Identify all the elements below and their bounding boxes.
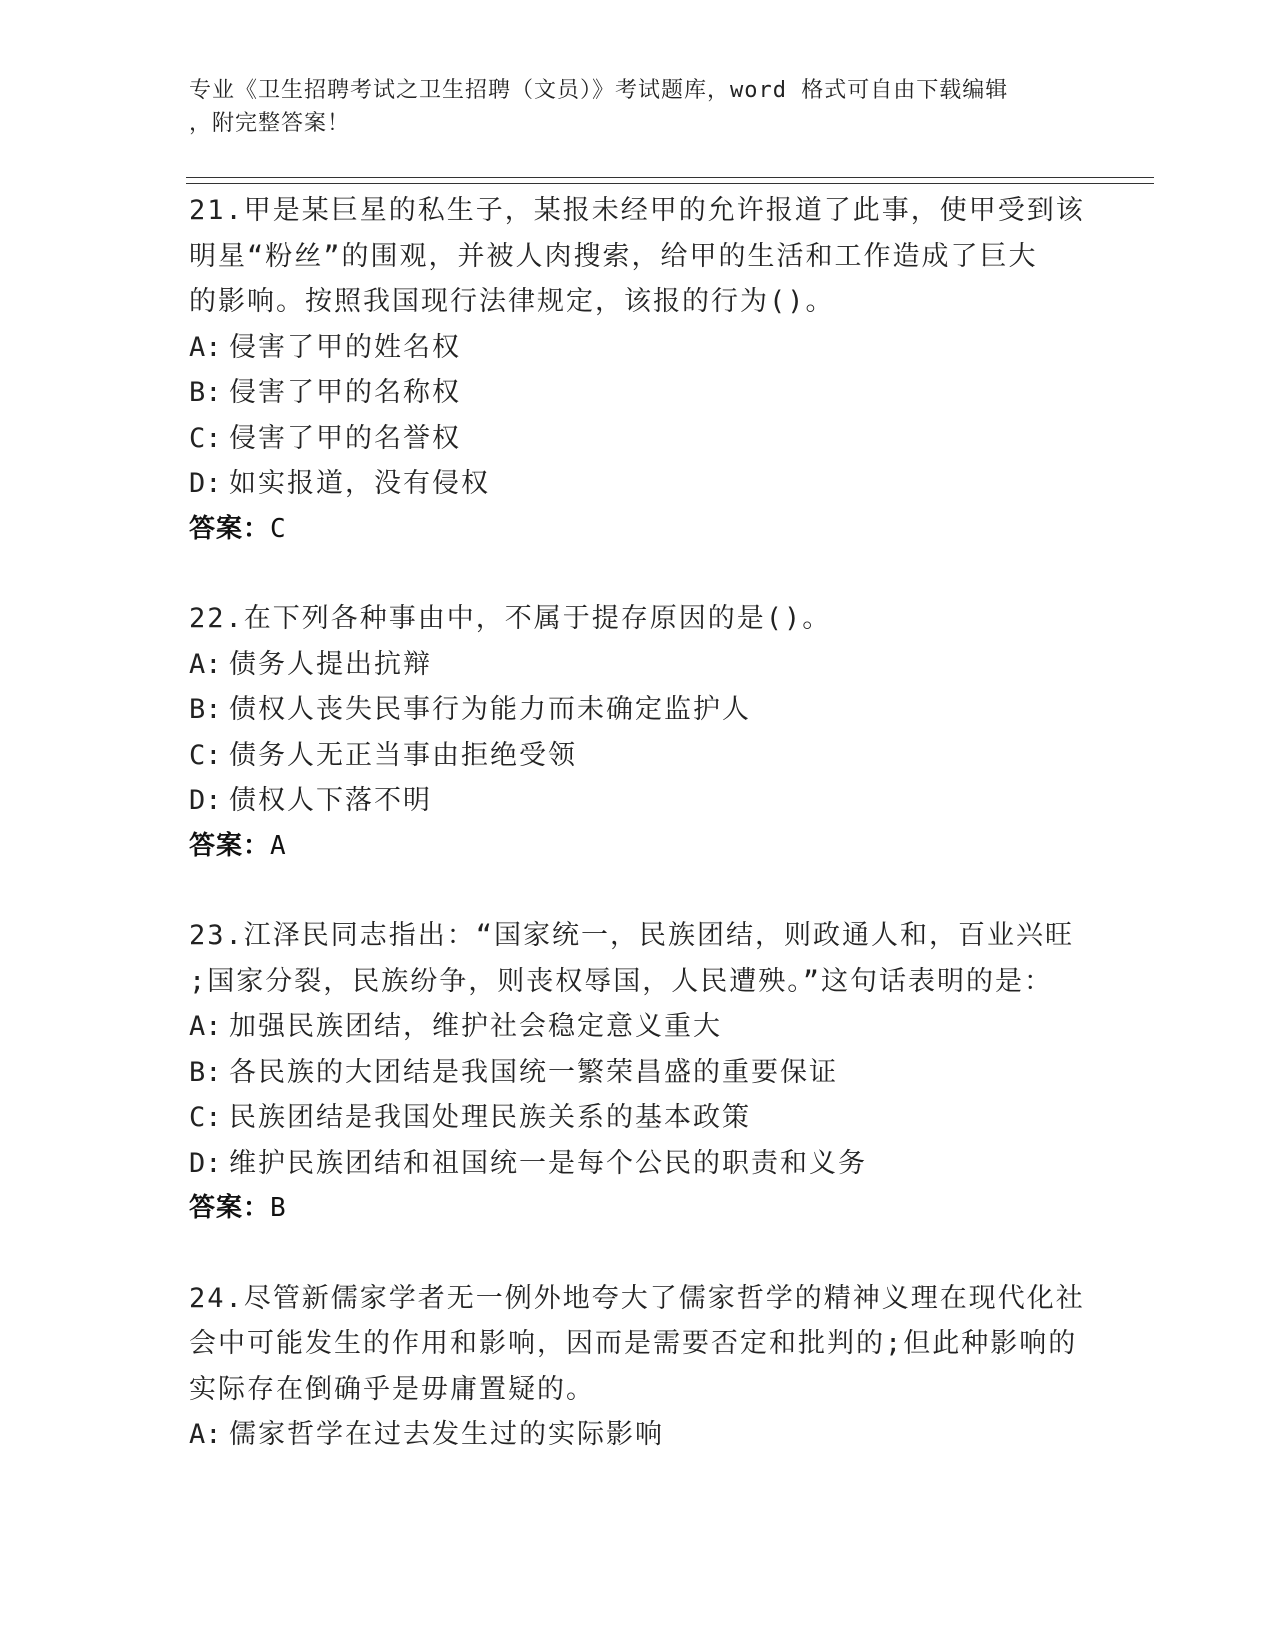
header-divider-bottom [186,183,1154,184]
option-text: 各民族的大团结是我国统一繁荣昌盛的重要保证 [229,1056,838,1088]
question-list [189,188,1089,1502]
option-key: A: [189,1011,222,1042]
question-stem-line: ;国家分裂，民族纷争，则丧权辱国，人民遭殃。”这句话表明的是： [189,965,1054,997]
question-stem-line: 实际存在倒确乎是毋庸置疑的。 [189,1373,595,1405]
option-key: A: [189,1419,222,1450]
option-a [189,1412,1089,1458]
header-divider-top [186,177,1154,178]
option-key: C: [189,739,222,771]
option-b [189,687,1089,733]
header-line-1: 专业《卫生招聘考试之卫生招聘（文员）》考试题库，word 格式可自由下载编辑 [189,78,1009,103]
answer-value: C [270,513,287,544]
option-text: 侵害了甲的名称权 [229,377,461,408]
question-stem-line: 22.在下列各种事由中，不属于提存原因的是()。 [189,603,832,634]
option-d [189,778,1089,824]
answer-line [189,1186,1089,1232]
option-text: 侵害了甲的名誉权 [229,422,461,454]
option-c [189,1095,1089,1141]
option-c [189,733,1089,779]
option-text: 侵害了甲的姓名权 [229,331,461,363]
option-key: C: [189,422,222,454]
option-a [189,642,1089,688]
option-d [189,461,1089,507]
question-24 [189,1276,1089,1458]
answer-value: A [270,830,287,861]
answer-value: B [270,1193,287,1223]
answer-line [189,824,1089,870]
option-text: 民族团结是我国处理民族关系的基本政策 [229,1102,751,1133]
option-key: C: [189,1102,222,1133]
answer-line [189,507,1089,553]
option-text: 债务人无正当事由拒绝受领 [229,739,577,771]
question-22 [189,596,1089,869]
option-b [189,1050,1089,1096]
option-key: D: [189,1147,222,1179]
option-key: A: [189,648,222,680]
option-key: D: [189,468,222,499]
header-line-2: ，附完整答案！ [189,111,351,136]
option-key: D: [189,785,222,816]
document-header [189,74,1069,140]
option-text: 如实报道，没有侵权 [229,468,490,499]
question-stem-line: 的影响。按照我国现行法律规定，该报的行为()。 [189,286,835,317]
option-a [189,1004,1089,1050]
option-a [189,325,1089,371]
option-d [189,1141,1089,1187]
answer-label: 答案： [189,830,271,861]
option-key: B: [189,694,222,725]
question-stem-line: 24.尽管新儒家学者无一例外地夸大了儒家哲学的精神义理在现代化社 [189,1282,1085,1314]
question-21 [189,188,1089,552]
question-stem-line: 会中可能发生的作用和影响，因而是需要否定和批判的;但此种影响的 [189,1328,1078,1359]
option-text: 债务人提出抗辩 [229,648,432,680]
answer-label: 答案： [189,513,271,544]
question-stem-line: 23.江泽民同志指出：“国家统一，民族团结，则政通人和，百业兴旺 [189,920,1075,951]
option-text: 儒家哲学在过去发生过的实际影响 [229,1419,664,1450]
option-key: A: [189,331,222,363]
option-text: 债权人下落不明 [229,785,432,816]
answer-label: 答案： [189,1193,271,1223]
question-stem-line: 明星“粉丝”的围观，并被人肉搜索，给甲的生活和工作造成了巨大 [189,240,1038,272]
option-text: 维护民族团结和祖国统一是每个公民的职责和义务 [229,1147,867,1179]
question-stem-line: 21.甲是某巨星的私生子，某报未经甲的允许报道了此事，使甲受到该 [189,195,1085,226]
option-key: B: [189,377,222,408]
option-text: 债权人丧失民事行为能力而未确定监护人 [229,694,751,725]
option-b [189,370,1089,416]
option-c [189,416,1089,462]
option-key: B: [189,1056,222,1088]
option-text: 加强民族团结，维护社会稳定意义重大 [229,1011,722,1042]
question-23 [189,913,1089,1232]
